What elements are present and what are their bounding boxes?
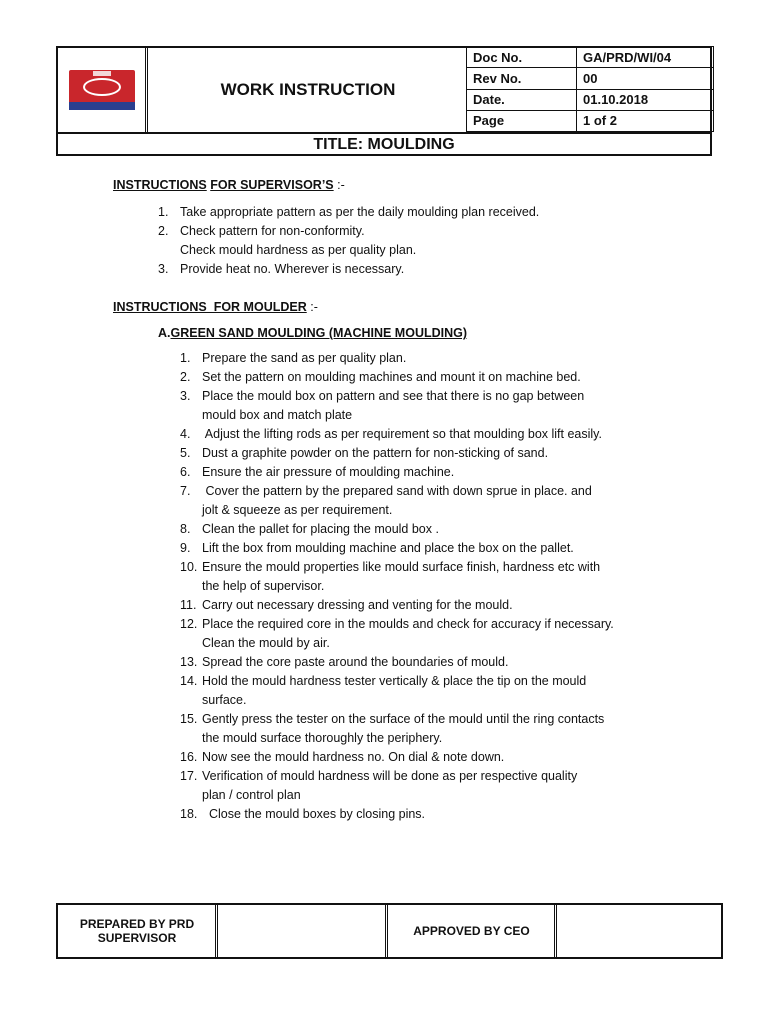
list-item-number: 4.	[180, 427, 191, 441]
moulder-heading-text: INSTRUCTIONS FOR MOULDER	[113, 300, 307, 314]
list-item-text: Gently press the tester on the surface of the mould until the ring contacts	[202, 712, 605, 726]
list-item-text: Verification of mould hardness will be done as per respective quality	[202, 769, 578, 783]
list-item	[180, 539, 660, 558]
list-item-number: 18.	[180, 807, 198, 821]
list-item-number: 10.	[180, 560, 198, 574]
supervisor-heading-part-a: INSTRUCTIONS	[113, 178, 207, 192]
list-item	[158, 222, 608, 260]
meta-row	[467, 68, 714, 89]
list-item	[180, 748, 660, 767]
list-item	[180, 710, 660, 748]
approval-footer	[56, 903, 723, 959]
list-item-number: 8.	[180, 522, 191, 536]
list-item-number: 16.	[180, 750, 198, 764]
list-item-text: Ensure the air pressure of moulding machine.	[202, 465, 455, 479]
list-item	[180, 596, 660, 615]
supervisor-heading	[113, 178, 345, 192]
list-item-text: Provide heat no. Wherever is necessary.	[180, 262, 405, 276]
list-item-text: Clean the mould by air.	[202, 636, 330, 650]
list-item-text: jolt & squeeze as per requirement.	[202, 503, 393, 517]
list-item	[180, 520, 660, 539]
list-item	[180, 387, 660, 425]
list-item	[180, 558, 660, 596]
list-item	[180, 672, 660, 710]
list-item	[158, 203, 608, 222]
supervisor-heading-part-b: FOR SUPERVISOR’S	[210, 178, 334, 192]
list-item-number: 3.	[180, 389, 191, 403]
list-item-text: Carry out necessary dressing and venting for the mould.	[202, 598, 513, 612]
logo-cell	[58, 48, 148, 132]
meta-row	[467, 110, 714, 131]
list-item	[180, 349, 660, 368]
list-item-text: Close the mould boxes by closing pins.	[202, 807, 426, 821]
list-item-text: the help of supervisor.	[202, 579, 325, 593]
list-item-text: Now see the mould hardness no. On dial & note down.	[202, 750, 505, 764]
list-item-text: mould box and match plate	[202, 408, 353, 422]
list-item-number: 1.	[180, 351, 191, 365]
list-item-text: Check pattern for non-conformity.	[180, 224, 365, 238]
list-item	[180, 653, 660, 672]
logo-band	[69, 102, 135, 110]
meta-row	[467, 89, 714, 110]
list-item	[180, 482, 660, 520]
subheading-prefix: A.	[158, 326, 171, 340]
document-meta-table	[466, 46, 714, 132]
list-item-text: Place the required core in the moulds and check for accuracy if necessary.	[202, 617, 614, 631]
list-item-number: 11.	[180, 598, 197, 612]
document-title: TITLE: MOULDING	[58, 132, 710, 156]
list-item-text: Spread the core paste around the boundaries of mould.	[202, 655, 509, 669]
list-item-text: Adjust the lifting rods as per requirement so that moulding box lift easily.	[202, 427, 602, 441]
meta-label: Date.	[467, 89, 577, 110]
list-item-text: Clean the pallet for placing the mould box .	[202, 522, 439, 536]
list-item-number: 15.	[180, 712, 198, 726]
list-item-text: Take appropriate pattern as per the daily moulding plan received.	[180, 205, 540, 219]
meta-label: Page	[467, 110, 577, 131]
approved-signature-box	[557, 905, 721, 957]
list-item-number: 12.	[180, 617, 198, 631]
list-item-number: 6.	[180, 465, 191, 479]
moulder-heading	[113, 300, 318, 314]
meta-label: Rev No.	[467, 68, 577, 89]
list-item-number: 5.	[180, 446, 191, 460]
list-item	[180, 767, 660, 805]
subheading-text: GREEN SAND MOULDING (MACHINE MOULDING)	[170, 326, 468, 340]
list-item-text: Set the pattern on moulding machines and mount it on machine bed.	[202, 370, 581, 384]
list-item-text: Check mould hardness as per quality plan.	[180, 243, 417, 257]
list-item-text: Dust a graphite powder on the pattern for non-sticking of sand.	[202, 446, 549, 460]
list-item-number: 3.	[158, 262, 169, 276]
supervisor-heading-suffix: :-	[333, 178, 345, 192]
list-item-text: Hold the mould hardness tester vertically & place the tip on the mould	[202, 674, 587, 688]
list-item-number: 9.	[180, 541, 191, 555]
list-item	[180, 615, 660, 653]
list-item	[180, 425, 660, 444]
list-item	[180, 463, 660, 482]
list-item-text: the mould surface thoroughly the periphery.	[202, 731, 443, 745]
list-item-text: surface.	[202, 693, 247, 707]
prepared-signature-box	[218, 905, 386, 957]
list-item-text: Place the mould box on pattern and see that there is no gap between	[202, 389, 585, 403]
meta-label: Doc No.	[467, 47, 577, 68]
company-logo	[69, 70, 135, 110]
list-item-text: Prepare the sand as per quality plan.	[202, 351, 407, 365]
list-item-number: 1.	[158, 205, 169, 219]
list-item-number: 13.	[180, 655, 198, 669]
document-header	[56, 46, 712, 156]
list-item-number: 14.	[180, 674, 198, 688]
list-item-text: Ensure the mould properties like mould surface finish, hardness etc with	[202, 560, 601, 574]
list-item	[180, 805, 660, 824]
list-item	[180, 444, 660, 463]
green-sand-subheading	[158, 326, 467, 340]
list-item-number: 2.	[158, 224, 169, 238]
list-item-text: Lift the box from moulding machine and place the box on the pallet.	[202, 541, 574, 555]
list-item-text: plan / control plan	[202, 788, 301, 802]
supervisor-instruction-list	[158, 203, 608, 279]
meta-value: 1 of 2	[577, 110, 714, 131]
list-item-text: Cover the pattern by the prepared sand with down sprue in place. and	[202, 484, 592, 498]
logo-oval	[83, 78, 121, 96]
moulder-heading-suffix: :-	[306, 300, 318, 314]
list-item	[180, 368, 660, 387]
work-instruction-title: WORK INSTRUCTION	[220, 80, 396, 99]
meta-value: 00	[577, 68, 714, 89]
meta-value: GA/PRD/WI/04	[577, 47, 714, 68]
list-item	[158, 260, 608, 279]
list-item-number: 7.	[180, 484, 191, 498]
prepared-by-label: PREPARED BY PRD SUPERVISOR	[79, 917, 195, 945]
meta-row	[467, 47, 714, 68]
logo-top-strip	[93, 71, 111, 76]
list-item-number: 2.	[180, 370, 191, 384]
approved-by-label: APPROVED BY CEO	[413, 924, 530, 938]
moulder-instruction-list	[180, 349, 660, 824]
meta-value: 01.10.2018	[577, 89, 714, 110]
list-item-number: 17.	[180, 769, 198, 783]
